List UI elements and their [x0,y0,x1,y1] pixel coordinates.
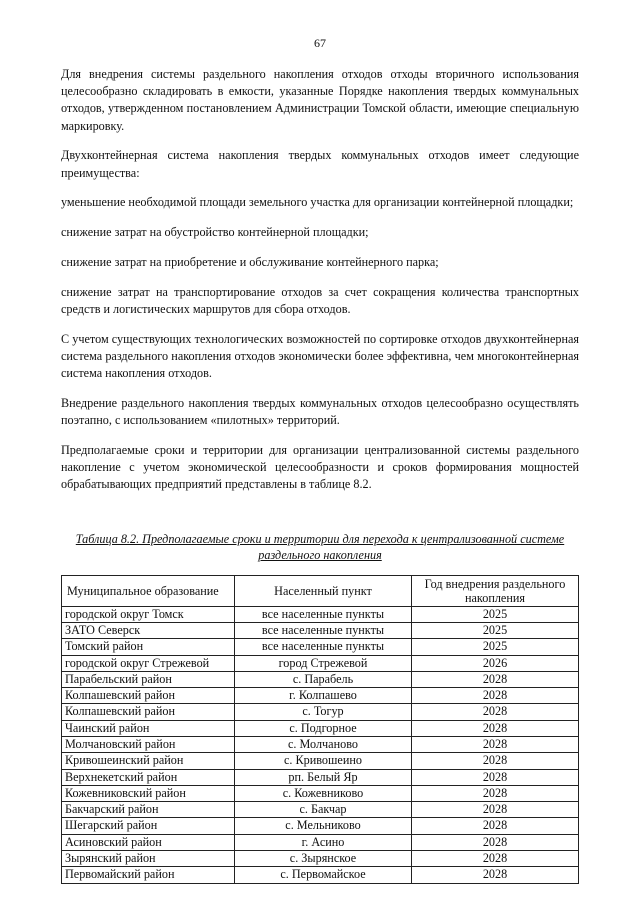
header-municipality: Муниципальное образование [62,575,235,606]
cell-municipality: Колпашевский район [62,704,235,720]
table-row [62,671,579,687]
document-body [61,66,579,884]
table-row [62,785,579,801]
cell-municipality: Парабельский район [62,671,235,687]
cell-year: 2028 [412,688,579,704]
table-row [62,736,579,752]
cell-settlement: город Стрежевой [235,655,412,671]
paragraph-advantage-transport-costs: снижение затрат на транспортирование отходов за счет сокращения количества транспортных средств и логистических маршрутов для сбора отходов. [61,284,579,316]
cell-year: 2028 [412,867,579,883]
cell-municipality: городской округ Томск [62,606,235,622]
cell-year: 2028 [412,720,579,736]
paragraph-advantages-heading: Двухконтейнерная система накопления твердых коммунальных отходов имеет следующие преимущества: [61,148,579,180]
cell-year: 2028 [412,753,579,769]
table-row [62,851,579,867]
table-row [62,834,579,850]
cell-year: 2025 [412,639,579,655]
header-settlement: Населенный пункт [235,575,412,606]
table-row [62,753,579,769]
cell-settlement: с. Мельниково [235,818,412,834]
table-row [62,704,579,720]
cell-municipality: Колпашевский район [62,688,235,704]
cell-settlement: с. Молчаново [235,736,412,752]
cell-year: 2028 [412,704,579,720]
cell-municipality: Первомайский район [62,867,235,883]
cell-settlement: г. Асино [235,834,412,850]
table-caption: Таблица 8.2. Предполагаемые сроки и территории для перехода к централизованной системе раздельного накопления [75,531,565,562]
table-row [62,802,579,818]
table-row [62,639,579,655]
cell-settlement: с. Первомайское [235,867,412,883]
schedule-table [61,575,579,884]
cell-municipality: городской округ Стрежевой [62,655,235,671]
cell-settlement: с. Кривошеино [235,753,412,769]
paragraph-advantage-fleet-costs: снижение затрат на приобретение и обслуживание контейнерного парка; [61,255,439,269]
table-row [62,622,579,638]
cell-municipality: Верхнекетский район [62,769,235,785]
cell-municipality: Шегарский район [62,818,235,834]
table-row [62,606,579,622]
cell-year: 2026 [412,655,579,671]
cell-settlement: с. Кожевниково [235,785,412,801]
cell-settlement: все населенные пункты [235,606,412,622]
cell-municipality: Молчановский район [62,736,235,752]
cell-settlement: все населенные пункты [235,622,412,638]
cell-year: 2025 [412,622,579,638]
header-year: Год внедрения раздельного накопления [412,575,579,606]
cell-settlement: рп. Белый Яр [235,769,412,785]
cell-municipality: ЗАТО Северск [62,622,235,638]
cell-year: 2028 [412,851,579,867]
cell-year: 2028 [412,802,579,818]
paragraph-advantage-site-costs: снижение затрат на обустройство контейнерной площадки; [61,225,369,240]
table-header-row [62,575,579,606]
table-row [62,867,579,883]
paragraph-table-reference: Предполагаемые сроки и территории для организации централизованной системы раздельного накопление с учетом экономической целесообразности и сроков формирования мощностей обрабатывающих предприятий представлены в таблице 8.2. [61,443,579,492]
table-row [62,818,579,834]
table-row [62,720,579,736]
cell-settlement: все населенные пункты [235,639,412,655]
cell-year: 2028 [412,769,579,785]
cell-municipality: Томский район [62,639,235,655]
cell-municipality: Бакчарский район [62,802,235,818]
paragraph-phased: Внедрение раздельного накопления твердых коммунальных отходов целесообразно осуществлять поэтапно, с использованием «пилотных» территорий. [61,396,579,428]
cell-settlement: с. Зырянское [235,851,412,867]
cell-year: 2028 [412,834,579,850]
cell-municipality: Кожевниковский район [62,785,235,801]
cell-municipality: Чаинский район [62,720,235,736]
table-row [62,769,579,785]
cell-municipality: Зырянский район [62,851,235,867]
table-row [62,655,579,671]
cell-year: 2028 [412,736,579,752]
paragraph-intro: Для внедрения системы раздельного накопления отходов отходы вторичного использования целесообразно складировать в емкости, указанные Порядке накопления твердых коммунальных отходов, утвержденном постановлением Администрации Томской области, имеющие специальную маркировку. [61,67,579,133]
paragraph-efficiency: С учетом существующих технологических возможностей по сортировке отходов двухконтейнерная система раздельного накопления отходов экономически более эффективна, чем многоконтейнерная система накопления отходов. [61,331,579,381]
paragraph-advantage-area: уменьшение необходимой площади земельного участка для организации контейнерной площадки; [61,195,574,210]
cell-year: 2028 [412,671,579,687]
cell-year: 2028 [412,818,579,834]
cell-municipality: Асиновский район [62,834,235,850]
page-number: 67 [314,36,326,50]
cell-settlement: с. Подгорное [235,720,412,736]
cell-year: 2028 [412,785,579,801]
cell-settlement: с. Парабель [235,671,412,687]
cell-settlement: с. Тогур [235,704,412,720]
cell-year: 2025 [412,606,579,622]
table-row [62,688,579,704]
cell-municipality: Кривошеинский район [62,753,235,769]
cell-settlement: г. Колпашево [235,688,412,704]
cell-settlement: с. Бакчар [235,802,412,818]
